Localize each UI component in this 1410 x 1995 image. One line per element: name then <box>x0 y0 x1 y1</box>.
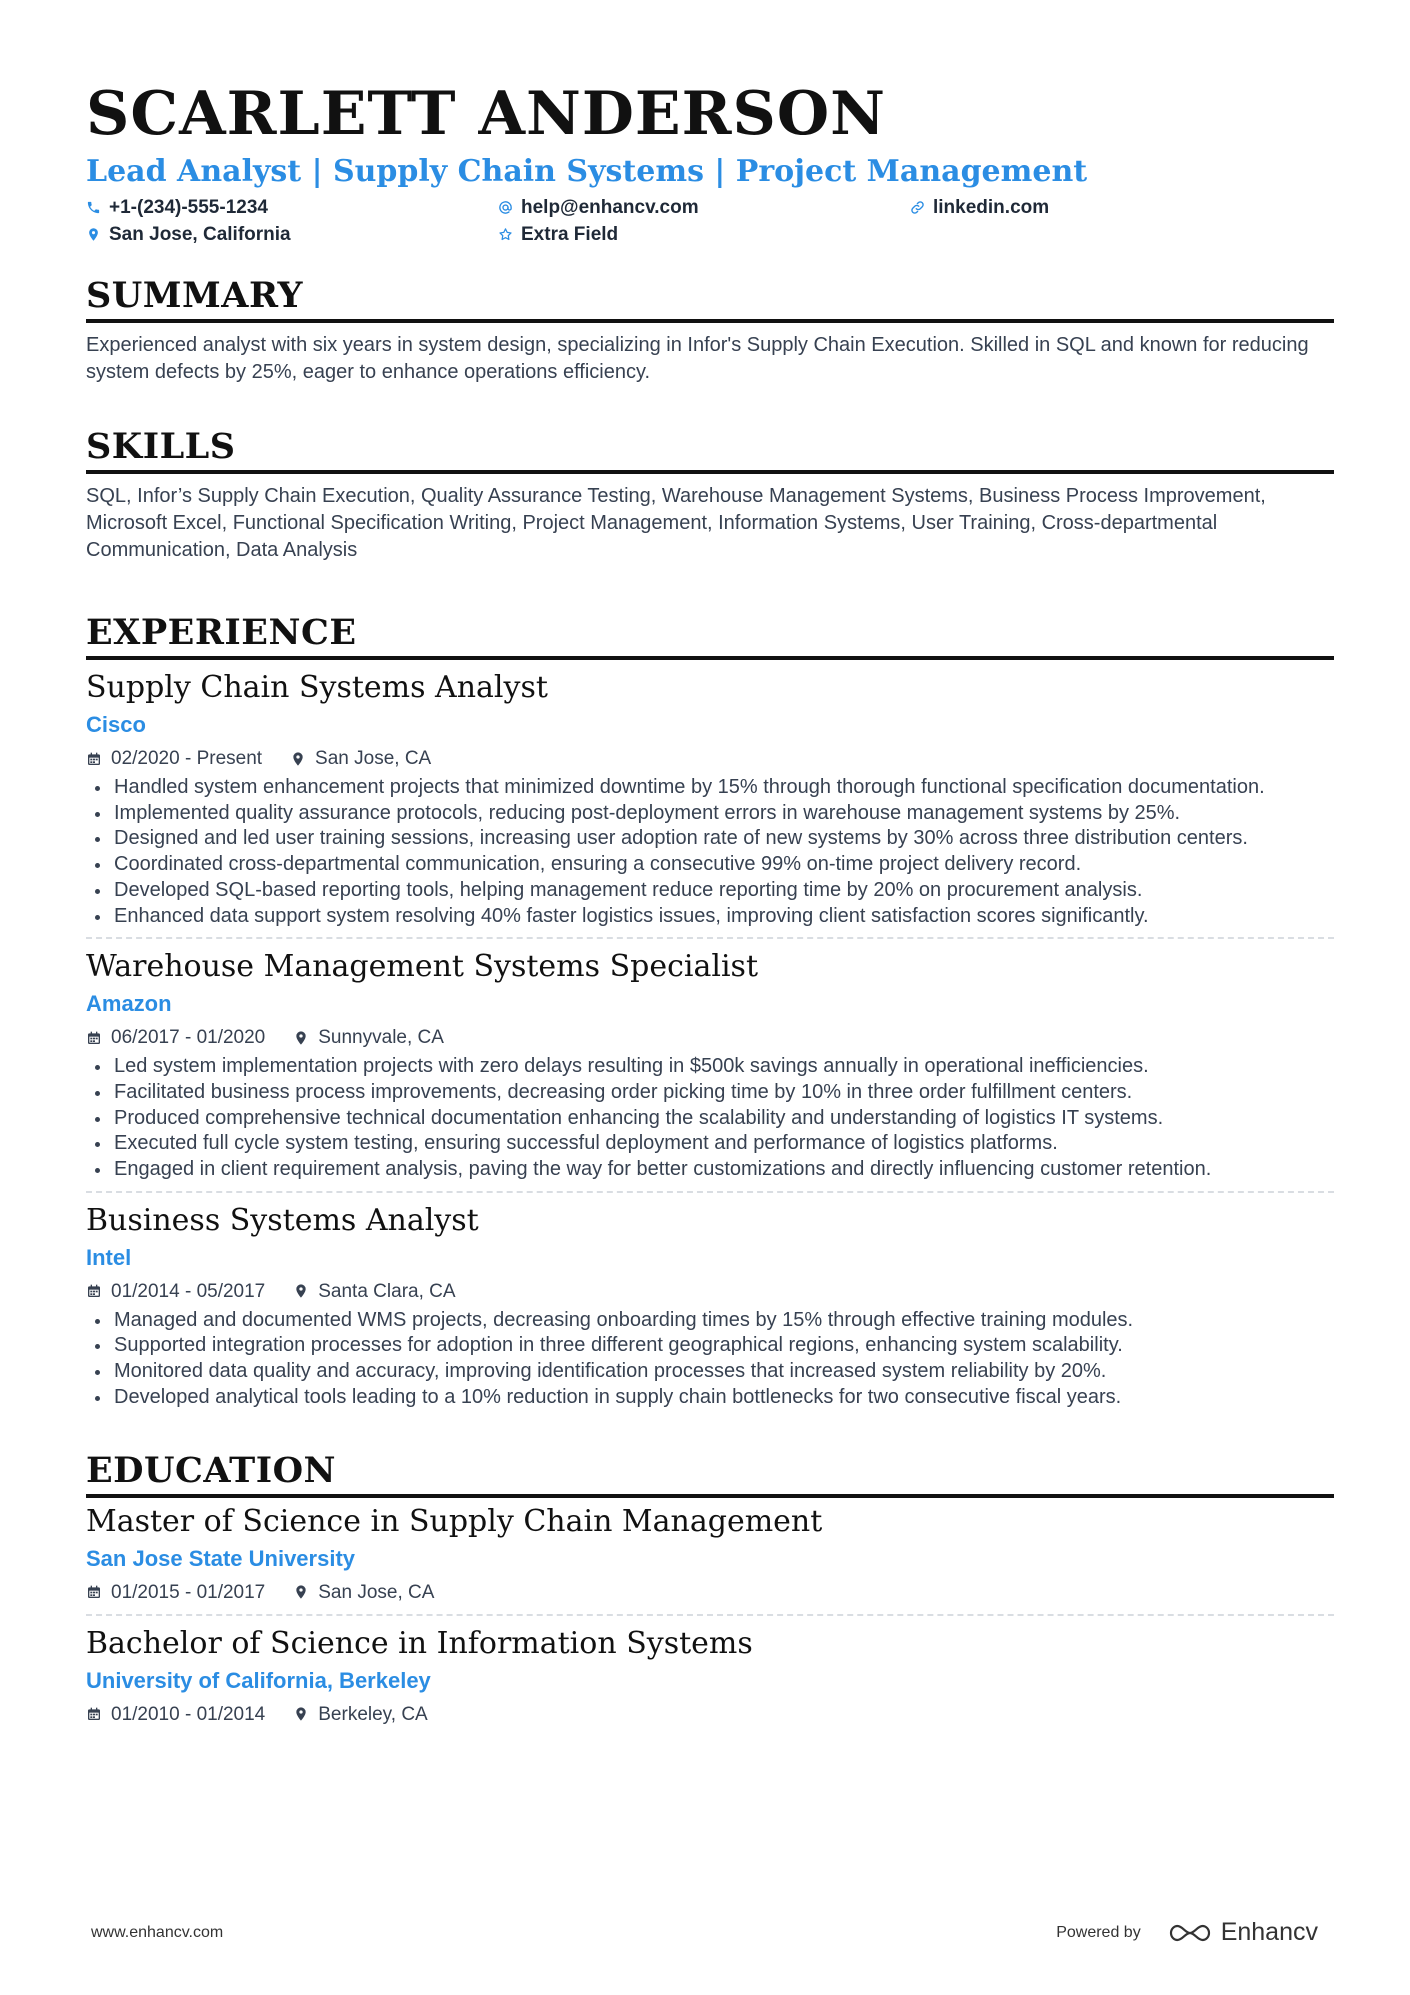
contact-email[interactable] <box>498 194 910 221</box>
summary-heading: SUMMARY <box>86 274 1334 323</box>
list-item: Coordinated cross-departmental communication, ensuring a consecutive 99% on-time project delivery record. <box>86 852 1334 878</box>
skills-heading: SKILLS <box>86 425 1334 474</box>
experience-item <box>86 668 1334 939</box>
linkedin-text: linkedin.com <box>933 196 1050 218</box>
map-pin-icon <box>293 1706 309 1722</box>
job-title: Supply Chain Systems Analyst <box>86 670 548 705</box>
candidate-headline: Lead Analyst | Supply Chain Systems | Project Management <box>86 154 1088 189</box>
list-item: Managed and documented WMS projects, decreasing onboarding times by 15% through effective training modules. <box>86 1308 1334 1334</box>
list-item: Implemented quality assurance protocols, reducing post-deployment errors in warehouse management systems by 25%. <box>86 801 1334 827</box>
company-name[interactable]: Intel <box>86 1244 132 1270</box>
list-item: Developed analytical tools leading to a 10% reduction in supply chain bottlenecks for two consecutive fiscal years. <box>86 1385 1334 1411</box>
list-item: Facilitated business process improvements, decreasing order picking time by 10% in three order fulfillment centers. <box>86 1080 1334 1106</box>
list-item: Monitored data quality and accuracy, improving identification processes that increased system reliability by 20%. <box>86 1359 1334 1385</box>
school-name[interactable]: San Jose State University <box>86 1545 356 1571</box>
contact-info <box>86 194 1334 248</box>
candidate-name: SCARLETT ANDERSON <box>86 79 886 149</box>
education-item <box>86 1502 1334 1616</box>
list-item: Executed full cycle system testing, ensuring successful deployment and performance of logistics platforms. <box>86 1131 1334 1157</box>
job-bullets <box>86 775 1334 929</box>
experience-heading: EXPERIENCE <box>86 611 1334 660</box>
enhancv-logo-icon <box>1167 1922 1213 1944</box>
map-pin-icon <box>293 1584 309 1600</box>
footer-branding <box>1056 1918 1318 1947</box>
brand-name: Enhancv <box>1220 1918 1318 1946</box>
calendar-icon <box>86 1030 102 1046</box>
experience-item <box>86 947 1334 1193</box>
degree-title: Bachelor of Science in Information Systems <box>86 1625 753 1661</box>
list-item: Enhanced data support system resolving 40% faster logistics issues, improving client satisfaction scores significantly. <box>86 904 1334 930</box>
education-location-text: San Jose, CA <box>318 1581 435 1603</box>
job-location-text: San Jose, CA <box>315 748 432 769</box>
job-location <box>290 745 431 772</box>
email-text: help@enhancv.com <box>521 196 699 218</box>
powered-by-label: Powered by <box>1056 1923 1141 1941</box>
job-location <box>293 1024 444 1051</box>
job-bullets <box>86 1308 1334 1411</box>
job-meta <box>86 745 1334 772</box>
footer-website-link[interactable]: www.enhancv.com <box>91 1923 224 1941</box>
education-location <box>293 1579 434 1606</box>
education-dates: 01/2010 - 01/2014 <box>111 1703 266 1725</box>
company-name[interactable]: Cisco <box>86 712 146 737</box>
contact-location <box>86 221 498 248</box>
map-pin-icon <box>293 1283 309 1299</box>
summary-text: Experienced analyst with six years in system design, specializing in Infor's Supply Chain Execution. Skilled in SQL and known for reducing system defects by 25%, eager to enhance operations efficiency. <box>86 334 1309 383</box>
job-meta <box>86 1024 1334 1051</box>
job-bullets <box>86 1054 1334 1183</box>
education-heading: EDUCATION <box>86 1449 1334 1498</box>
skills-text: SQL, Infor’s Supply Chain Execution, Quality Assurance Testing, Warehouse Management Systems, Business Process Improvement, Microsoft Excel, Functional Specification Writing, Project Management, Information Systems, User Training, Cross-departmental Communication, Data Analysis <box>86 485 1266 561</box>
extra-field-text: Extra Field <box>521 223 619 245</box>
calendar-icon <box>86 751 102 767</box>
job-dates: 01/2014 - 05/2017 <box>111 1280 266 1302</box>
experience-item <box>86 1201 1334 1411</box>
calendar-icon <box>86 1706 102 1722</box>
education-item <box>86 1624 1334 1728</box>
list-item: Produced comprehensive technical documentation enhancing the scalability and understanding of logistics IT systems. <box>86 1106 1334 1132</box>
at-icon <box>498 200 513 215</box>
link-icon <box>910 200 925 215</box>
map-pin-icon <box>86 227 101 242</box>
phone-icon <box>86 200 101 215</box>
job-location-text: Sunnyvale, CA <box>318 1027 444 1049</box>
contact-extra <box>498 221 910 248</box>
page-footer <box>91 1918 1318 1947</box>
education-location <box>293 1701 427 1728</box>
calendar-icon <box>86 1584 102 1600</box>
job-location-text: Santa Clara, CA <box>318 1280 456 1302</box>
degree-title: Master of Science in Supply Chain Management <box>86 1503 823 1539</box>
entry-divider <box>86 1191 1334 1193</box>
education-section <box>86 1449 1334 1728</box>
entry-divider <box>86 937 1334 939</box>
school-name[interactable]: University of California, Berkeley <box>86 1667 431 1693</box>
list-item: Led system implementation projects with zero delays resulting in $500k savings annually in operational inefficiencies. <box>86 1054 1334 1080</box>
contact-linkedin[interactable] <box>910 194 1334 221</box>
education-location-text: Berkeley, CA <box>318 1703 428 1725</box>
job-meta <box>86 1278 1334 1305</box>
list-item: Handled system enhancement projects that minimized downtime by 15% through thorough functional specification documentation. <box>86 775 1334 801</box>
map-pin-icon <box>293 1030 309 1046</box>
calendar-icon <box>86 1283 102 1299</box>
job-title: Business Systems Analyst <box>86 1202 479 1238</box>
experience-section <box>86 611 1334 1411</box>
map-pin-icon <box>290 751 306 767</box>
list-item: Designed and led user training sessions, increasing user adoption rate of new systems by 30% across three distribution centers. <box>86 826 1334 852</box>
resume-content <box>86 78 1334 1728</box>
resume-header <box>86 78 1334 248</box>
job-title: Warehouse Management Systems Specialist <box>86 949 758 985</box>
list-item: Supported integration processes for adoption in three different geographical regions, enhancing system scalability. <box>86 1333 1334 1359</box>
list-item: Developed SQL-based reporting tools, helping management reduce reporting time by 20% on procurement analysis. <box>86 878 1334 904</box>
list-item: Engaged in client requirement analysis, paving the way for better customizations and directly influencing customer retention. <box>86 1157 1334 1183</box>
skills-section <box>86 425 1334 564</box>
job-dates: 02/2020 - Present <box>111 748 263 769</box>
education-meta <box>86 1579 1334 1606</box>
company-name[interactable]: Amazon <box>86 991 172 1017</box>
phone-text: +1-(234)-555-1234 <box>109 196 268 218</box>
enhancv-brand-link[interactable] <box>1167 1918 1318 1947</box>
job-dates: 06/2017 - 01/2020 <box>111 1027 266 1049</box>
education-dates: 01/2015 - 01/2017 <box>111 1581 266 1603</box>
job-location <box>293 1278 455 1305</box>
location-text: San Jose, California <box>109 223 291 245</box>
education-meta <box>86 1701 1334 1728</box>
entry-divider <box>86 1614 1334 1616</box>
contact-phone[interactable] <box>86 194 498 221</box>
star-icon <box>498 227 513 242</box>
summary-section <box>86 274 1334 386</box>
